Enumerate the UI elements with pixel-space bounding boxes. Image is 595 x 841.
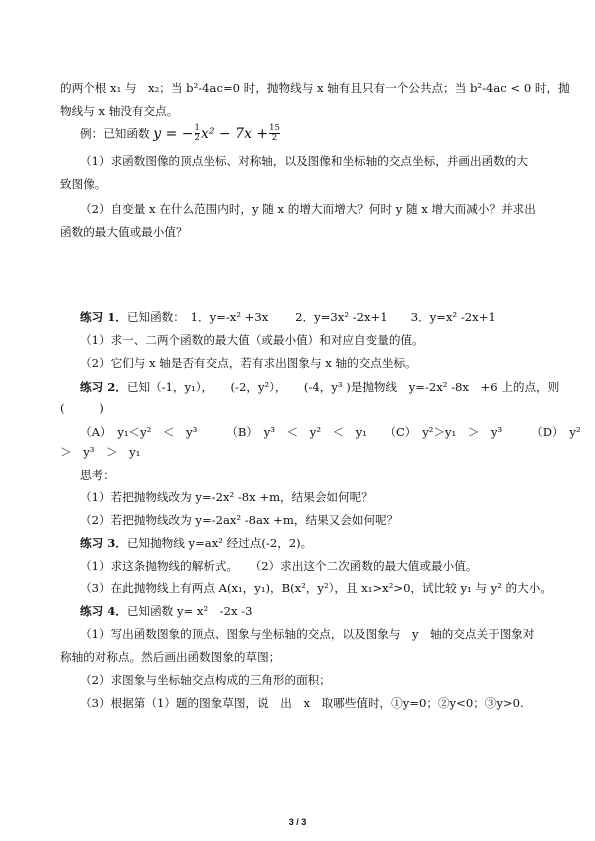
think-2: （2）若把抛物线改为 y=-2ax² -8ax +m，结果又会如何呢？	[80, 513, 399, 527]
exercise-1-q2: （2）它们与 x 轴是否有交点，若有求出图象与 x 轴的交点坐标。	[80, 356, 417, 370]
fraction-fifteen-halves: $\frac{15}{2}$	[269, 123, 280, 143]
exercise-4: 练习 4．已知函数 y= x² -2x -3	[80, 604, 253, 618]
exercise-4-q3: （3）根据第（1）题的图象草图，说 出 x 取哪些值时，①y=0；②y<0；③y>0.	[80, 696, 524, 710]
exercise-3-title: 练习 3．	[80, 536, 127, 550]
exercise-2-paren: ( )	[60, 401, 104, 415]
think-1: （1）若把抛物线改为 y=-2x² -8x +m，结果会如何呢？	[80, 490, 373, 504]
exercise-1-q1: （1）求一、二两个函数的最大值（或最小值）和对应自变量的值。	[80, 333, 424, 347]
exercise-1-title: 练习 1．	[80, 310, 127, 324]
exercise-2-options-cont: ＞ y³ ＞ y₁	[60, 445, 141, 459]
exercise-2-options: （A） y₁＜y² ＜ y³ （B） y³ ＜ y² ＜ y₁ （C） y²＞y₁ ＞ y³ （D） y²	[80, 425, 581, 439]
exercise-3-q: （1）求这条抛物线的解析式。 （2）求出这个二次函数的最大值或最小值。	[80, 559, 478, 573]
page-number: 3 / 3	[288, 817, 307, 827]
example-formula: y = − $\frac{1}{2}$ x² − 7x + $\frac{15}{2}$	[153, 123, 280, 143]
exercise-2-title: 练习 2．	[80, 380, 127, 394]
exercise-3: 练习 3．已知抛物线 y=ax² 经过点(-2，2)。	[80, 536, 313, 550]
question-2: （2）自变量 x 在什么范围内时，y 随 x 的增大而增大？何时 y 随 x 增大而减小？并求出	[80, 202, 536, 216]
exercise-1: 练习 1．已知函数： 1．y=-x² +3x 2．y=3x² -2x+1 3．y=x² -2x+1	[80, 310, 496, 324]
example-prefix: 例：已知函数	[80, 126, 150, 141]
exercise-2: 练习 2．已知（-1，y₁）， (-2，y²）， (-4，y³ )是抛物线 y=-2x² -8x +6 上的点，则	[80, 380, 560, 394]
think-label: 思考：	[80, 468, 115, 482]
exercise-4-q2: （2）求图象与坐标轴交点构成的三角形的面积；	[80, 673, 331, 687]
text-line: 的两个根 x₁ 与 x₂；当 b²-4ac=0 时，抛物线与 x 轴有且只有一个公共点；当 b²-4ac < 0 时，抛	[60, 81, 570, 95]
text-line: 物线与 x 轴没有交点。	[60, 104, 179, 118]
exercise-4-q1: （1）写出函数图象的顶点、图象与坐标轴的交点，以及图象与 y 轴的交点关于图象对	[80, 627, 535, 641]
exercise-4-q1-cont: 称轴的对称点。然后画出函数图象的草图；	[60, 650, 281, 664]
question-1-cont: 致图像。	[60, 177, 107, 191]
fraction-half: $\frac{1}{2}$	[194, 123, 200, 143]
exercise-3-q3: （3）在此抛物线上有两点 A(x₁，y₁)，B(x²，y²），且 x₁>x²>0，试比较 y₁ 与 y² 的大小。	[80, 581, 552, 595]
exercise-4-title: 练习 4．	[80, 604, 127, 618]
question-1: （1）求函数图像的顶点坐标、对称轴，以及图像和坐标轴的交点坐标，并画出函数的大	[80, 154, 528, 168]
example-line	[80, 124, 281, 143]
question-2-cont: 函数的最大值或最小值？	[60, 225, 188, 239]
